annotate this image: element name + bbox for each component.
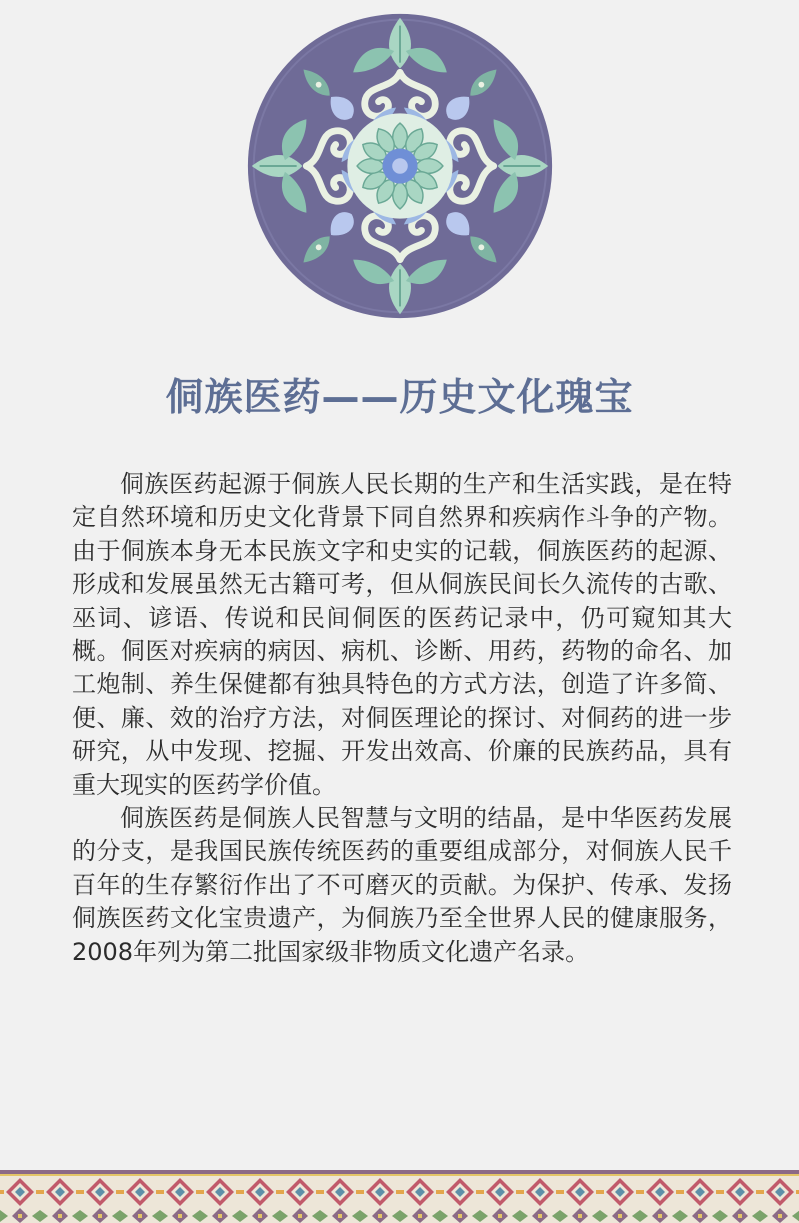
article-body [72,468,732,969]
paragraph-heritage: 侗族医药是侗族人民智慧与文明的结晶，是中华医药发展的分支，是我国民族传统医药的重要组成部分，对侗族人民千百年的生存繁衍作出了不可磨灭的贡献。为保护、传承、发扬侗族医药文化宝贵遗产，为侗族乃至全世界人民的健康服务，2008年列为第二批国家级非物质文化遗产名录。 [72,804,732,966]
page-title: 侗族医药——历史文化瑰宝 [165,375,634,419]
floral-medallion-icon [244,10,556,322]
ethnic-pattern-border [0,1170,799,1223]
paragraph-origin: 侗族医药起源于侗族人民长期的生产和生活实践，是在特定自然环境和历史文化背景下同自然界和疾病作斗争的产物。由于侗族本身无本民族文字和史实的记载，侗族医药的起源、形成和发展虽然无古籍可考，但从侗族民间长久流传的古歌、巫词、谚语、传说和民间侗医的医药记录中，仍可窥知其大概。侗医对疾病的病因、病机、诊断、用药，药物的命名、加工炮制、养生保健都有独具特色的方式方法，创造了许多简、便、廉、效的治疗方法，对侗医理论的探讨、对侗药的进一步研究，从中发现、挖掘、开发出效高、价廉的民族药品，具有重大现实的医药学价值。 [72,470,732,799]
